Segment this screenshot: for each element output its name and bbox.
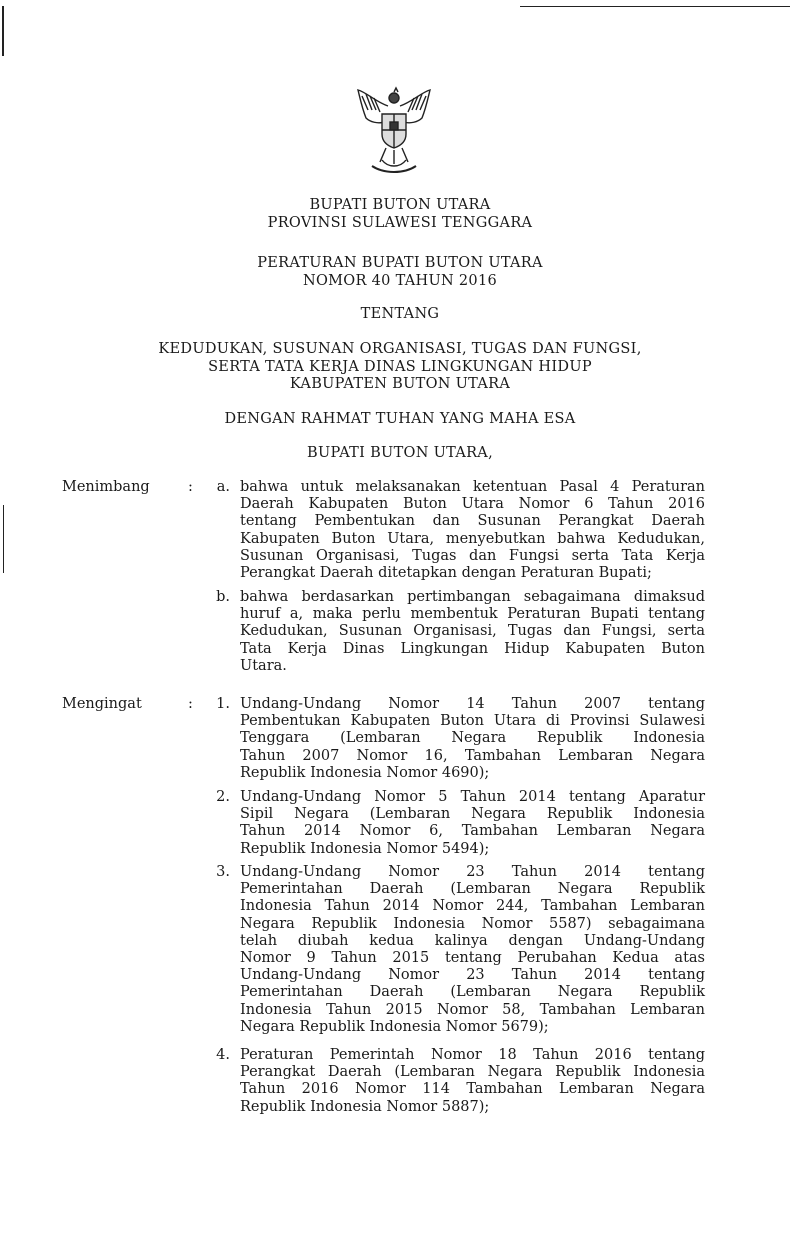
mengingat-label: Mengingat [62,696,142,712]
regulation-title: PERATURAN BUPATI BUTON UTARA [257,255,543,271]
item-marker: b. [216,589,230,605]
item-text: Peraturan Pemerintah Nomor 18 Tahun 2016 tentang Perangkat Daerah (Lembaran Negara Republik Indonesia Tahun 2016 Nomor 114 Tambahan Lembaran Negara Republik Indonesia Nomor 5887); [240,1047,705,1115]
subject-line: KEDUDUKAN, SUSUNAN ORGANISASI, TUGAS DAN FUNGSI, [158,341,642,357]
mengingat-item-1 [200,696,705,782]
preamble: DENGAN RAHMAT TUHAN YANG MAHA ESA [224,411,576,427]
mengingat-item-4 [200,1047,705,1116]
item-marker: 2. [216,789,230,805]
menimbang-colon: : [188,479,193,495]
scan-mark-left [3,505,4,573]
subject-line: SERTA TATA KERJA DINAS LINGKUNGAN HIDUP [208,358,592,375]
scan-edge-top [520,6,790,7]
item-text: bahwa untuk melaksanakan ketentuan Pasal 4 Peraturan Daerah Kabupaten Buton Utara Nomor 6 Tahun 2016 tentang Pembentukan dan Susunan Perangkat Daerah Kabupaten Buton Utara, menyebutkan bahwa Kedudukan, Susunan Organisasi, Tugas dan Fungsi serta Tata Kerja Perangkat Daerah ditetapkan dengan Peraturan Bupati; [240,479,705,582]
item-text: Undang-Undang Nomor 14 Tahun 2007 tentang Pembentukan Kabupaten Buton Utara di Provinsi Sulawesi Tenggara (Lembaran Negara Republik Indonesia Tahun 2007 Nomor 16, Tambahan Lembaran Negara Republik Indonesia Nomor 4690); [240,696,705,781]
header-title: BUPATI BUTON UTARA [309,197,491,213]
item-marker: a. [216,479,230,495]
subject-line: KABUPATEN BUTON UTARA [289,376,511,392]
item-marker: 1. [216,696,230,712]
issuer-name: BUPATI BUTON UTARA, [307,445,493,461]
regulation-subject [0,341,800,394]
item-marker: 3. [216,864,230,880]
item-text: Undang-Undang Nomor 23 Tahun 2014 tentang Pemerintahan Daerah (Lembaran Negara Republik Indonesia Tahun 2014 Nomor 244, Tambahan Lembaran Negara Republik Indonesia Nomor 5587) sebagaimana telah diubah kedua kalinya dengan Undang-Undang Nomor 9 Tahun 2015 tentang Perubahan Kedua atas Undang-Undang Nomor 23 Tahun 2014 tentang Pemerintahan Daerah (Lembaran Negara Republik Indonesia Tahun 2015 Nomor 58, Tambahan Lembaran Negara Republik Indonesia Nomor 5679); [240,864,705,1035]
mengingat-colon: : [188,696,193,712]
regulation-title-block [0,255,800,290]
mengingat-item-3 [200,864,705,1036]
regulation-number: NOMOR 40 TAHUN 2016 [302,272,497,289]
menimbang-label: Menimbang [62,479,150,495]
item-text: Undang-Undang Nomor 5 Tahun 2014 tentang Aparatur Sipil Negara (Lembaran Negara Republik Indonesia Tahun 2014 Nomor 6, Tambahan Lembaran Negara Republik Indonesia Nomor 5494); [240,789,705,857]
menimbang-item-b [200,589,705,675]
issuer-header [0,197,800,232]
garuda-emblem-icon [352,86,436,178]
scan-edge-left [2,6,4,56]
about-heading: TENTANG [360,306,440,322]
menimbang-item-a [200,479,705,582]
mengingat-item-2 [200,789,705,858]
header-province: PROVINSI SULAWESI TENGGARA [267,214,533,231]
item-marker: 4. [216,1047,230,1063]
item-text: bahwa berdasarkan pertimbangan sebagaimana dimaksud huruf a, maka perlu membentuk Peraturan Bupati tentang Kedudukan, Susunan Organisasi, Tugas dan Fungsi, serta Tata Kerja Dinas Lingkungan Hidup Kabupaten Buton Utara. [240,589,705,674]
